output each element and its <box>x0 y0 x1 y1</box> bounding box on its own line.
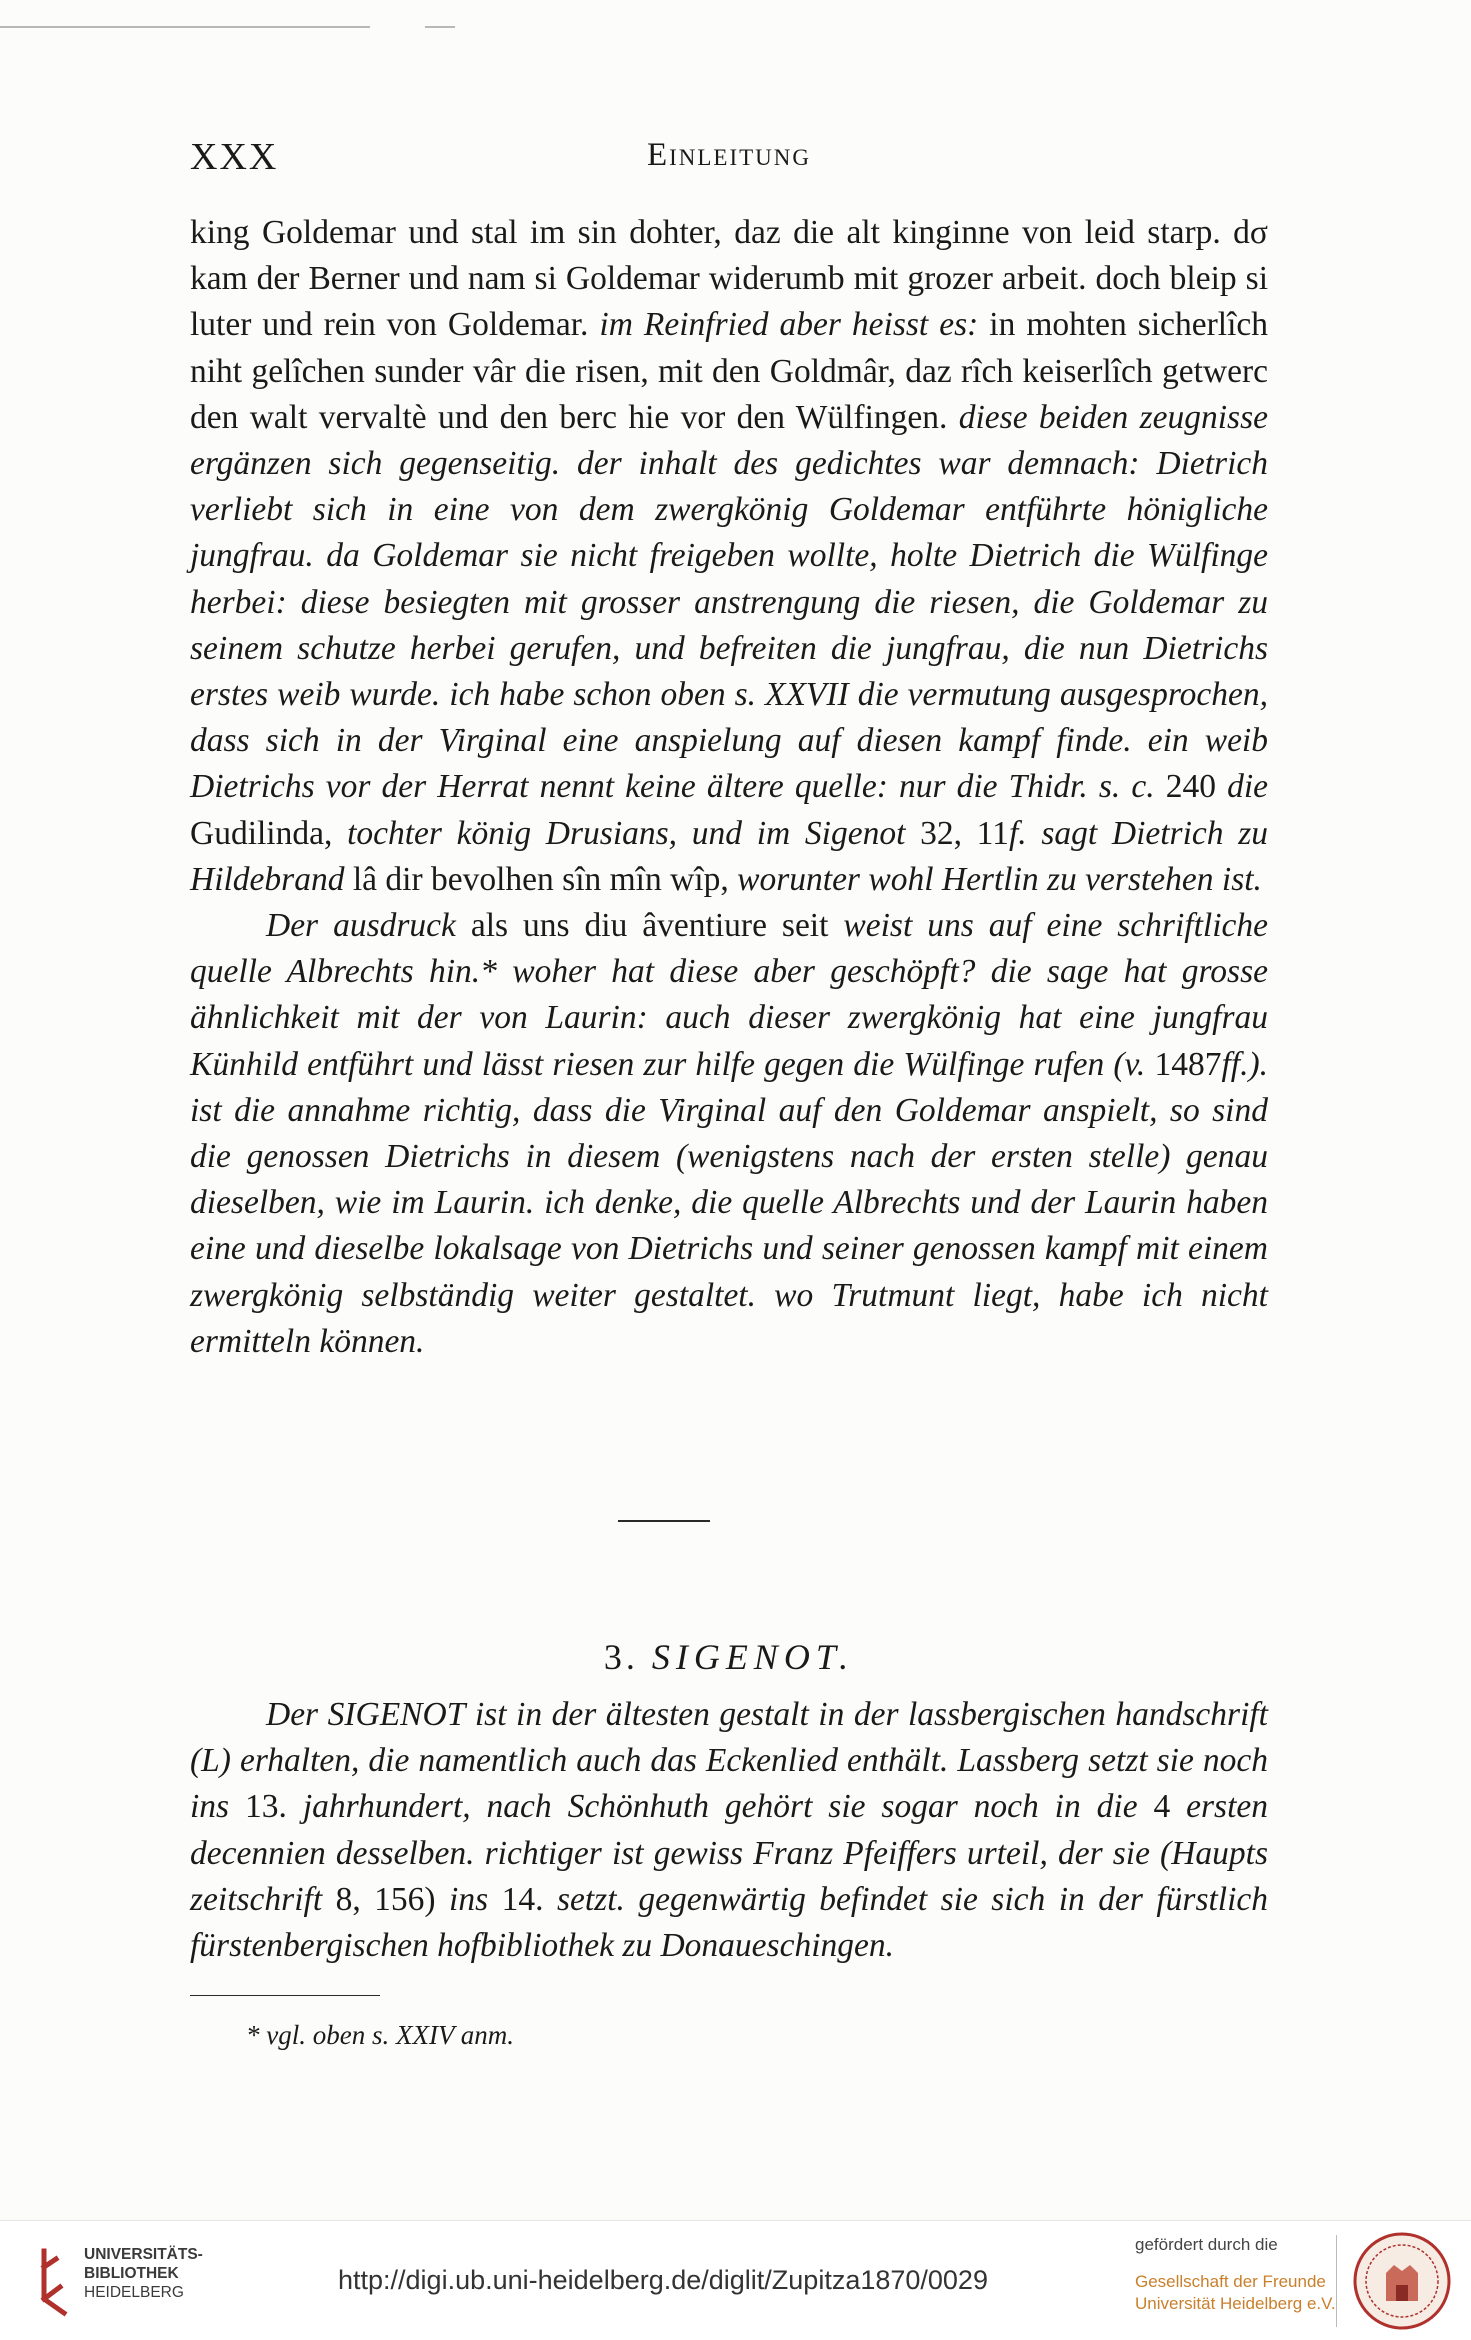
footnote-rule <box>190 1995 380 1996</box>
paragraph: Der SIGENOT ist in der ältesten gestalt in der lassbergischen handschrift (L) erhalten, die namentlich auch das Eckenlied enthält. Lassberg setzt sie noch ins 13. jahrhundert, nach Schönhuth gehört sie sogar noch in die 4 ersten decennien desselben. richtiger ist gewiss Franz Pfeiffers urteil, der sie (Haupts zeitschrift 8, 156) ins 14. setzt. gegenwärtig befindet sie sich in der fürstlich fürstenbergischen hofbibliothek zu Donaueschingen. <box>190 1696 1269 1965</box>
scan-edge-mark <box>0 26 370 28</box>
sponsor-divider <box>1336 2235 1337 2327</box>
paragraph: Der ausdruck als uns diu âventiure seit weist uns auf eine schriftliche quelle Albrechts hin.* woher hat diese aber geschöpft? die sage hat grosse ähnlichkeit mit der von Laurin: auch dieser zwergkönig hat eine jungfrau Künhild entführt und lässt riesen zur hilfe gegen die Wülfinge rufen (v. 1487ff.). ist die annahme richtig, dass die Virginal auf den Goldemar anspielt, so sind die genossen Dietrichs in diesem (wenigstens nach der ersten stelle) genau dieselben, wie im Laurin. ich denke, die quelle Albrechts und der Laurin haben eine und dieselbe lokalsage von Dietrichs und seiner genossen kampf mit einem zwergkönig selbständig weiter gestaltet. wo Trutmunt liegt, habe ich nicht ermitteln können. <box>190 907 1268 1360</box>
scan-edge-mark <box>425 26 455 28</box>
sponsor-name: Gesellschaft der Freunde Universität Heidelberg e.V. <box>1135 2272 1336 2313</box>
paragraph: king Goldemar und stal im sin dohter, daz die alt kinginne von leid starp. dσ kam der Berner und nam si Goldemar widerumb mit grozer arbeit. doch bleip si luter und rein von Goldemar. im Reinfried aber heisst es: in mohten sicherlîch niht gelîchen sunder vâr die risen, mit den Goldmâr, daz rîch keiserlîch getwerc den walt vervaltè und den berc hie vor den Wülfingen. diese beiden zeugnisse ergänzen sich gegenseitig. der inhalt des gedichtes war demnach: Dietrich verliebt sich in eine von dem zwergkönig Goldemar entführte hönigliche jungfrau. da Goldemar sie nicht freigeben wollte, holte Dietrich die Wülfinge herbei: diese besiegten mit grosser anstrengung die riesen, die Goldemar zu seinem schutze herbei gerufen, und befreiten die jungfrau, die nun Dietrichs erstes weib wurde. ich habe schon oben s. XXVII die vermutung ausgesprochen, dass sich in der Virginal eine anspielung auf diesen kampf finde. ein weib Dietrichs vor der Herrat nennt keine ältere quelle: nur die Thidr. s. c. 240 die Gudilinda, tochter könig Drusians, und im Sigenot 32, 11f. sagt Dietrich zu Hildebrand lâ dir bevolhen sîn mîn wîp, worunter wohl Hertlin zu verstehen ist. <box>190 214 1269 898</box>
footnote: * vgl. oben s. XXIV anm. <box>246 2020 514 2050</box>
section-heading: 3. SIGENOT. <box>603 1637 855 1677</box>
section-divider <box>618 1520 710 1522</box>
university-seal-icon <box>1352 2231 1452 2331</box>
page-number: XXX <box>190 136 279 178</box>
running-title: Einleitung <box>646 137 812 173</box>
permalink-url[interactable]: http://digi.ub.uni-heidelberg.de/diglit/Zupitza1870/0029 <box>338 2265 988 2295</box>
sponsor-lead: gefördert durch die <box>1135 2235 1278 2254</box>
viewer-footer <box>0 2220 1471 2340</box>
running-head <box>190 135 1268 181</box>
body-text <box>190 210 1268 1365</box>
library-name: UNIVERSITÄTS- BIBLIOTHEK HEIDELBERG <box>84 2246 203 2301</box>
ub-heidelberg-logo-icon <box>34 2247 70 2317</box>
section-text <box>190 1692 1268 1969</box>
